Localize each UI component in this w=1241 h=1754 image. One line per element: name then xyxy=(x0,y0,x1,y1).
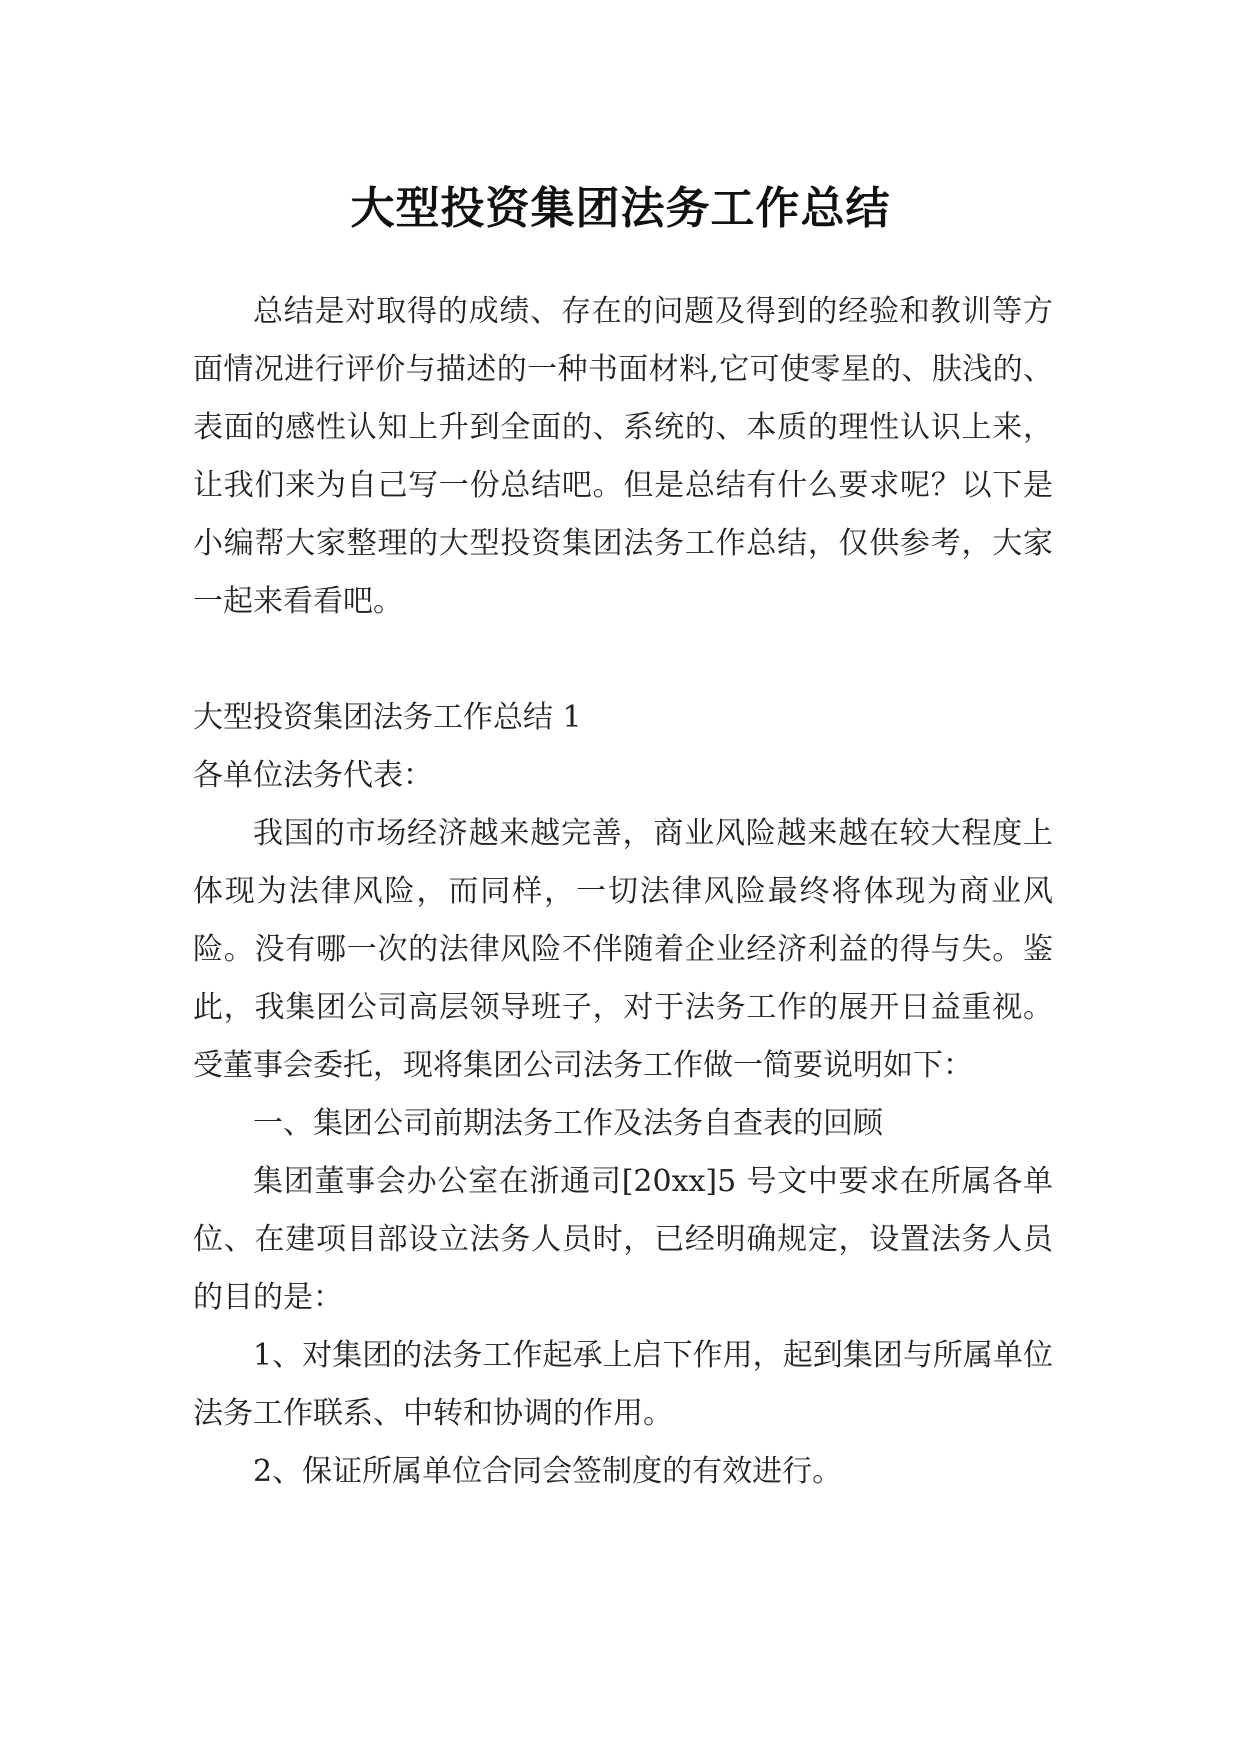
intro-paragraph: 总结是对取得的成绩、存在的问题及得到的经验和教训等方面情况进行评价与描述的一种书面材料,它可使零星的、肤浅的、表面的感性认知上升到全面的、系统的、本质的理性认识上来，让我们来为自己写一份总结吧。但是总结有什么要求呢？以下是小编帮大家整理的大型投资集团法务工作总结，仅供参考，大家一起来看看吧。 xyxy=(193,294,1053,619)
document-title: 大型投资集团法务工作总结 xyxy=(350,183,891,235)
body-paragraph-1: 我国的市场经济越来越完善，商业风险越来越在较大程度上体现为法律风险，而同样，一切法律风险最终将体现为商业风险。没有哪一次的法律风险不伴随着企业经济利益的得与失。鉴此，我集团公司高层领导班子，对于法务工作的展开日益重视。受董事会委托，现将集团公司法务工作做一简要说明如下： xyxy=(193,816,1053,1083)
paragraph-gap xyxy=(193,631,1053,689)
salutation: 各单位法务代表： xyxy=(193,758,433,793)
list-item-1: 1、对集团的法务工作起承上启下作用，起到集团与所属单位法务工作联系、中转和协调的作用。 xyxy=(193,1338,1053,1431)
subheading-review: 一、集团公司前期法务工作及法务自查表的回顾 xyxy=(253,1106,883,1141)
body-paragraph-2: 集团董事会办公室在浙通司[20xx]5 号文中要求在所属各单位、在建项目部设立法务人员时，已经明确规定，设置法务人员的目的是： xyxy=(193,1164,1053,1315)
document-body xyxy=(193,283,1053,1501)
section-title: 大型投资集团法务工作总结 1 xyxy=(193,700,582,735)
list-item-2: 2、保证所属单位合同会签制度的有效进行。 xyxy=(253,1454,843,1489)
